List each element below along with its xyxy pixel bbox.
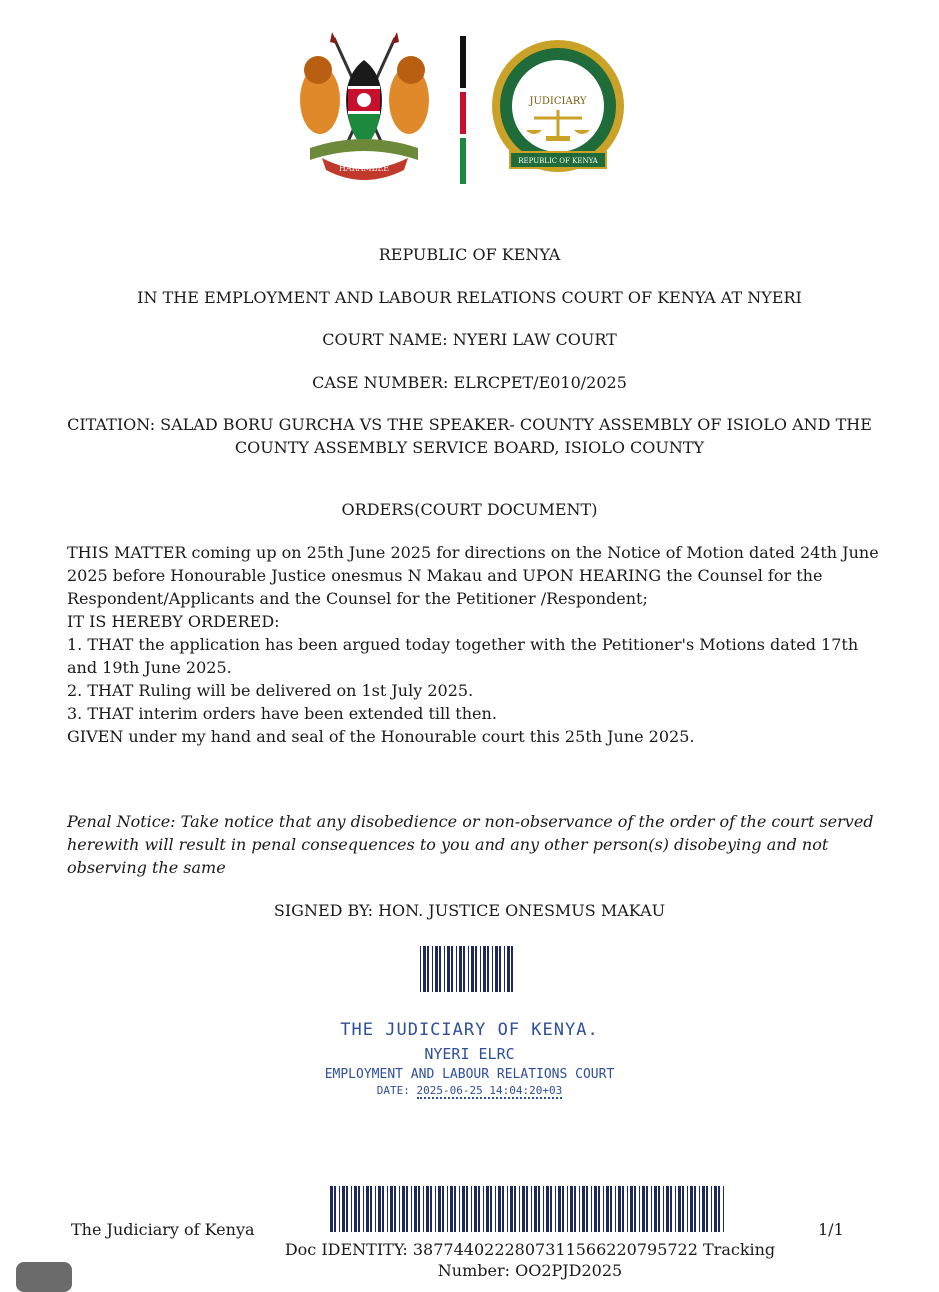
body-line: 1. THAT the application has been argued today together with the Petitioner's Motions dated 17th	[67, 635, 859, 654]
barcode-bar	[630, 1186, 633, 1232]
barcode-bar	[426, 1186, 429, 1232]
barcode-bar	[423, 1186, 424, 1232]
barcode-bar	[618, 1186, 621, 1232]
doc-identity-line-2: Number: OO2PJD2025	[437, 1261, 623, 1280]
barcode-bar	[339, 1186, 340, 1232]
barcode-bar	[678, 1186, 681, 1232]
barcode-bar	[511, 946, 513, 992]
barcode-bar	[723, 1186, 724, 1232]
barcode-bar	[390, 1186, 393, 1232]
kenya-flag-divider	[458, 36, 468, 184]
barcode-bar	[663, 1186, 664, 1232]
barcode-bar	[682, 1186, 684, 1232]
court-full-name: IN THE EMPLOYMENT AND LABOUR RELATIONS COURT OF KENYA AT NYERI	[137, 288, 802, 307]
barcode-bar	[432, 946, 433, 992]
barcode-bar	[438, 1186, 441, 1232]
barcode-bar	[475, 946, 477, 992]
barcode-bar	[471, 1186, 472, 1232]
barcode-bar	[510, 1186, 513, 1232]
barcode-bar	[622, 1186, 624, 1232]
barcode-bar	[334, 1186, 336, 1232]
barcode-bar	[646, 1186, 648, 1232]
back-button[interactable]	[16, 1262, 72, 1292]
barcode-bar	[418, 1186, 420, 1232]
barcode-bar	[459, 946, 462, 992]
barcode-bar	[702, 1186, 705, 1232]
barcode-bar	[534, 1186, 537, 1232]
barcode-bar	[582, 1186, 585, 1232]
stamp-court: EMPLOYMENT AND LABOUR RELATIONS COURT	[324, 1067, 615, 1082]
republic-heading: REPUBLIC OF KENYA	[378, 245, 561, 264]
body-line: GIVEN under my hand and seal of the Honourable court this 25th June 2025.	[67, 727, 695, 746]
stamp-station: NYERI ELRC	[424, 1045, 515, 1063]
barcode-bar	[687, 1186, 688, 1232]
barcode-bar	[471, 946, 474, 992]
barcode-bar	[531, 1186, 532, 1232]
barcode-bar	[450, 1186, 453, 1232]
barcode-bar	[598, 1186, 600, 1232]
barcode-bar	[495, 946, 498, 992]
barcode-bar	[459, 1186, 460, 1232]
barcode-bar	[423, 946, 426, 992]
barcode-bar	[430, 1186, 432, 1232]
barcode-bar	[486, 1186, 489, 1232]
barcode-bar	[498, 1186, 501, 1232]
barcode-bar	[555, 1186, 556, 1232]
barcode-bar	[586, 1186, 588, 1232]
barcode-bar	[526, 1186, 528, 1232]
barcode-bar	[610, 1186, 612, 1232]
barcode-bar	[504, 946, 505, 992]
barcode-bar	[427, 946, 429, 992]
barcode-bar	[463, 946, 465, 992]
barcode-bar	[639, 1186, 640, 1232]
barcode-bar	[382, 1186, 384, 1232]
barcode-bar	[474, 1186, 477, 1232]
barcode-bar	[570, 1186, 573, 1232]
body-line: and 19th June 2025.	[67, 658, 232, 677]
barcode-bar	[670, 1186, 672, 1232]
barcode-bar	[487, 946, 489, 992]
barcode-bar	[406, 1186, 408, 1232]
barcode-bar	[546, 1186, 549, 1232]
barcode-bar	[658, 1186, 660, 1232]
barcode-bar	[483, 1186, 484, 1232]
barcode-bar	[603, 1186, 604, 1232]
barcode-bar	[442, 1186, 444, 1232]
doc-identity-line-1: Doc IDENTITY: 3877440222807311566220795722 Tracking	[284, 1240, 776, 1259]
stamp-date-value: 2025-06-25 14:04:20+03	[416, 1084, 563, 1097]
penal-notice	[67, 810, 877, 879]
kenya-coat-of-arms-logo	[292, 30, 437, 190]
seal-judiciary-text: JUDICIARY	[529, 96, 587, 107]
document-barcode	[330, 1186, 728, 1232]
barcode-bar	[447, 1186, 448, 1232]
body-line: 2025 before Honourable Justice onesmus N Makau and UPON HEARING the Counsel for the	[67, 566, 823, 585]
barcode-bar	[492, 946, 493, 992]
judiciary-seal-logo	[486, 34, 630, 184]
barcode-bar	[514, 1186, 516, 1232]
barcode-bar	[411, 1186, 412, 1232]
barcode-bar	[478, 1186, 480, 1232]
penal-line: observing the same	[67, 858, 226, 877]
barcode-bar	[594, 1186, 597, 1232]
barcode-bar	[651, 1186, 652, 1232]
barcode-bar	[370, 1186, 372, 1232]
barcode-bar	[363, 1186, 364, 1232]
barcode-bar	[654, 1186, 657, 1232]
barcode-bar	[378, 1186, 381, 1232]
body-line: 2. THAT Ruling will be delivered on 1st July 2025.	[67, 681, 474, 700]
barcode-bar	[634, 1186, 636, 1232]
barcode-bar	[420, 946, 421, 992]
barcode-bar	[627, 1186, 628, 1232]
barcode-bar	[456, 946, 457, 992]
body-line: 3. THAT interim orders have been extended till then.	[67, 704, 497, 723]
signed-by: SIGNED BY: HON. JUSTICE ONESMUS MAKAU	[273, 901, 666, 920]
barcode-bar	[606, 1186, 609, 1232]
signature-barcode	[420, 946, 518, 992]
doc-identity	[260, 1239, 800, 1281]
barcode-bar	[358, 1186, 360, 1232]
barcode-bar	[718, 1186, 720, 1232]
case-number: CASE NUMBER: ELRCPET/E010/2025	[312, 373, 627, 392]
barcode-bar	[538, 1186, 540, 1232]
barcode-bar	[574, 1186, 576, 1232]
harambee-motto: HARAMBEE	[338, 164, 390, 173]
stamp-date	[0, 1084, 939, 1097]
barcode-bar	[666, 1186, 669, 1232]
barcode-bar	[706, 1186, 708, 1232]
penal-line: herewith will result in penal consequences to you and any other person(s) disobeying and not	[67, 835, 829, 854]
barcode-bar	[495, 1186, 496, 1232]
barcode-bar	[480, 946, 481, 992]
stamp-title: THE JUDICIARY OF KENYA.	[340, 1020, 599, 1040]
body-line: THIS MATTER coming up on 25th June 2025 for directions on the Notice of Motion dated 24th June	[67, 543, 879, 562]
court-name: COURT NAME: NYERI LAW COURT	[322, 330, 617, 349]
order-body	[67, 541, 877, 748]
barcode-bar	[483, 946, 486, 992]
page-number: 1/1	[818, 1220, 844, 1239]
barcode-bar	[399, 1186, 400, 1232]
stamp-date-label: DATE:	[376, 1084, 410, 1097]
barcode-bar	[507, 1186, 508, 1232]
barcode-bar	[543, 1186, 544, 1232]
body-line: IT IS HEREBY ORDERED:	[67, 612, 280, 631]
barcode-bar	[435, 1186, 436, 1232]
citation-line-1: CITATION: SALAD BORU GURCHA VS THE SPEAKER- COUNTY ASSEMBLY OF ISIOLO AND THE	[67, 415, 872, 434]
barcode-bar	[694, 1186, 696, 1232]
barcode-bar	[690, 1186, 693, 1232]
barcode-bar	[444, 946, 445, 992]
barcode-bar	[490, 1186, 492, 1232]
barcode-bar	[550, 1186, 552, 1232]
barcode-bar	[342, 1186, 345, 1232]
barcode-bar	[562, 1186, 564, 1232]
barcode-bar	[402, 1186, 405, 1232]
barcode-bar	[522, 1186, 525, 1232]
barcode-bar	[387, 1186, 388, 1232]
barcode-bar	[507, 946, 510, 992]
barcode-bar	[366, 1186, 369, 1232]
barcode-bar	[447, 946, 450, 992]
barcode-bar	[354, 1186, 357, 1232]
barcode-bar	[502, 1186, 504, 1232]
barcode-bar	[675, 1186, 676, 1232]
barcode-bar	[714, 1186, 717, 1232]
barcode-bar	[451, 946, 453, 992]
barcode-bar	[699, 1186, 700, 1232]
barcode-bar	[519, 1186, 520, 1232]
citation-line-2: COUNTY ASSEMBLY SERVICE BOARD, ISIOLO COUNTY	[234, 438, 705, 457]
barcode-bar	[462, 1186, 465, 1232]
barcode-bar	[454, 1186, 456, 1232]
barcode-bar	[642, 1186, 645, 1232]
barcode-bar	[558, 1186, 561, 1232]
barcode-bar	[414, 1186, 417, 1232]
barcode-bar	[351, 1186, 352, 1232]
body-line: Respondent/Applicants and the Counsel for the Petitioner /Respondent;	[67, 589, 648, 608]
document-type: ORDERS(COURT DOCUMENT)	[341, 500, 598, 519]
barcode-bar	[375, 1186, 376, 1232]
penal-line: Penal Notice: Take notice that any disobedience or non-observance of the order of the court served	[67, 812, 874, 831]
barcode-bar	[711, 1186, 712, 1232]
barcode-bar	[579, 1186, 580, 1232]
barcode-bar	[567, 1186, 568, 1232]
footer-judiciary: The Judiciary of Kenya	[71, 1220, 255, 1239]
seal-republic-text: REPUBLIC OF KENYA	[518, 157, 598, 165]
barcode-bar	[394, 1186, 396, 1232]
barcode-bar	[591, 1186, 592, 1232]
barcode-bar	[330, 1186, 333, 1232]
barcode-bar	[439, 946, 441, 992]
barcode-bar	[468, 946, 469, 992]
barcode-bar	[466, 1186, 468, 1232]
barcode-bar	[435, 946, 438, 992]
barcode-bar	[346, 1186, 348, 1232]
barcode-bar	[615, 1186, 616, 1232]
barcode-bar	[499, 946, 501, 992]
